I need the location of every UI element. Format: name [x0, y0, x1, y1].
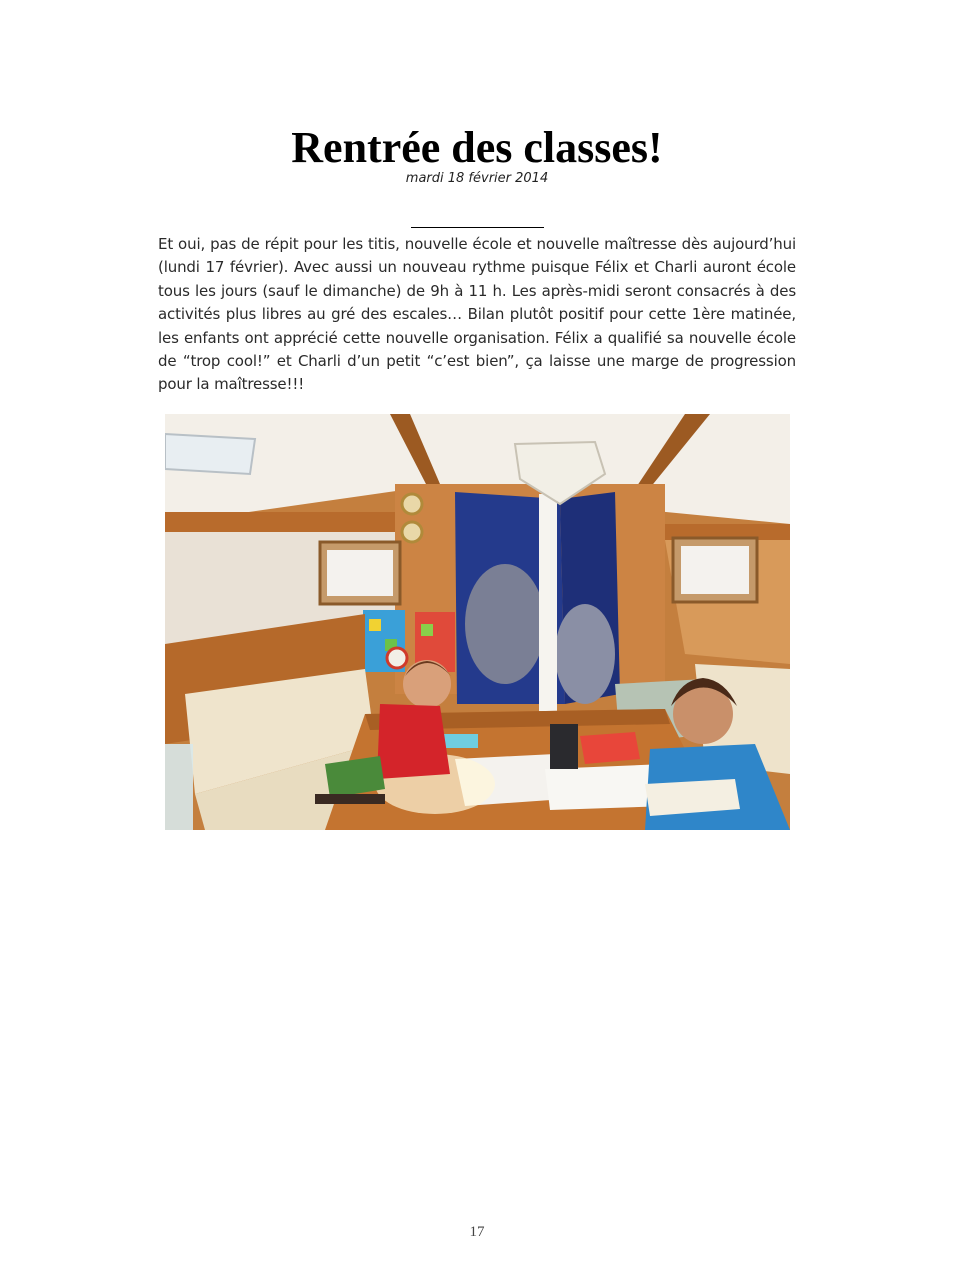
- page-number: 17: [469, 1224, 485, 1240]
- cabin-photo: [165, 414, 790, 830]
- article-body: Et oui, pas de répit pour les titis, nouvelle école et nouvelle maîtresse dès aujourd’hui (lundi 17 février). Avec aussi un nouveau rythme puisque Félix et Charli auront école tous les jours (sauf le dimanche) de 9h à 11 h. Les après-midi seront consacrés à des activités plus libres au gré des escales… Bilan plutôt positif pour cette 1ère matinée, les enfants ont apprécié cette nouvelle organisation. Félix a qualifié sa nouvelle école de “trop cool!” et Charli d’un petit “c’est bien”, ça laisse une marge de progression pour la maîtresse!!!: [158, 235, 796, 394]
- article-title: Rentrée des classes!: [291, 123, 663, 172]
- title-divider: [411, 227, 544, 228]
- article-date: mardi 18 février 2014: [405, 171, 549, 186]
